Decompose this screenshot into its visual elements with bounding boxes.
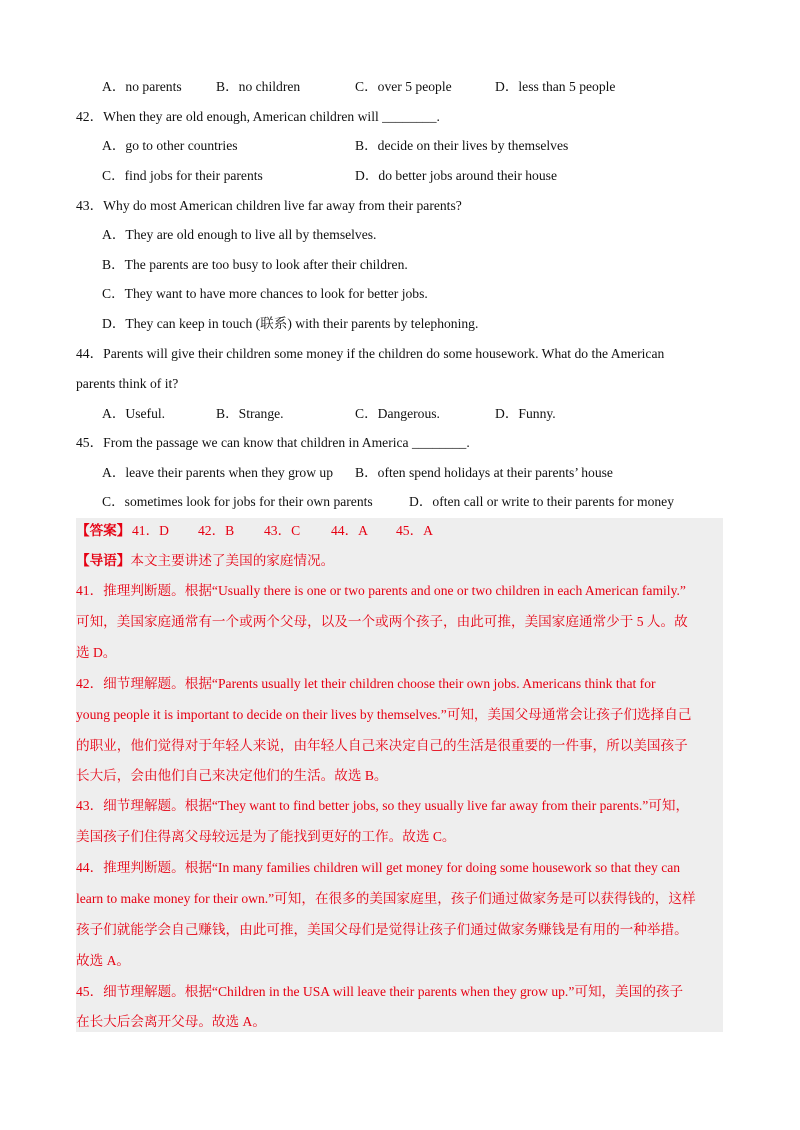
q45-option-c: C．sometimes look for jobs for their own parents	[102, 494, 373, 509]
explanation-42-line4: 长大后，会由他们自己来决定他们的生活。故选 B。	[76, 768, 388, 783]
q43-stem: 43．Why do most American children live far away from their parents?	[76, 198, 462, 213]
answer-45: 45．A	[396, 523, 434, 538]
q45-option-d: D．often call or write to their parents for money	[409, 494, 674, 509]
explanation-41-line1: 41．推理判断题。根据“Usually there is one or two parents and one or two children in each American family.”	[76, 583, 686, 598]
q45-option-b: B．often spend holidays at their parents’ house	[355, 465, 613, 480]
q42-option-c: C．find jobs for their parents	[102, 168, 263, 183]
answer-43: 43．C	[264, 523, 301, 538]
q41-option-d: D．less than 5 people	[495, 79, 616, 94]
explanation-42-line1: 42．细节理解题。根据“Parents usually let their children choose their own jobs. Americans think that for	[76, 676, 656, 691]
q41-option-b: B．no children	[216, 79, 301, 94]
q44-option-c: C．Dangerous.	[355, 406, 440, 421]
explanation-42-line3: 的职业，他们觉得对于年轻人来说，由年轻人自己来决定自己的生活是很重要的一件事，所以美国孩子	[76, 738, 688, 753]
q43-option-b: B．The parents are too busy to look after their children.	[102, 257, 408, 272]
explanation-41-line2: 可知，美国家庭通常有一个或两个父母，以及一个或两个孩子，由此可推，美国家庭通常少于 5 人。故	[76, 614, 688, 629]
q41-option-a: A．no parents	[102, 79, 182, 94]
q44-stem-line1: 44．Parents will give their children some money if the children do some housework. What do the American	[76, 346, 665, 361]
q42-option-b: B．decide on their lives by themselves	[355, 138, 569, 153]
q41-option-c: C．over 5 people	[355, 79, 452, 94]
answer-44: 44．A	[331, 523, 369, 538]
q45-option-a: A．leave their parents when they grow up	[102, 465, 334, 480]
q45-stem: 45．From the passage we can know that children in America ________.	[76, 435, 470, 450]
answer-key-line	[76, 522, 434, 540]
answer-label: 【答案】	[76, 523, 131, 538]
q43-option-d: D．They can keep in touch (联系) with their parents by telephoning.	[102, 316, 479, 331]
q42-stem: 42．When they are old enough, American children will ________.	[76, 109, 440, 124]
q44-option-d: D．Funny.	[495, 406, 556, 421]
q43-option-a: A．They are old enough to live all by themselves.	[102, 227, 377, 242]
explanation-44-line3: 孩子们就能学会自己赚钱，由此可推，美国父母们是觉得让孩子们通过做家务赚钱是有用的一种举措。	[76, 922, 688, 937]
explanation-45-line2: 在长大后会离开父母。故选 A。	[76, 1014, 266, 1029]
q42-option-d: D．do better jobs around their house	[355, 168, 557, 183]
guide-label: 【导语】	[76, 553, 131, 568]
answer-41: 41．D	[132, 523, 170, 538]
q44-option-b: B．Strange.	[216, 406, 284, 421]
q42-option-a: A．go to other countries	[102, 138, 238, 153]
q44-stem-line2: parents think of it?	[76, 376, 179, 391]
explanation-44-line4: 故选 A。	[76, 953, 130, 968]
guide-line	[76, 552, 334, 570]
explanation-45-line1: 45．细节理解题。根据“Children in the USA will leave their parents when they grow up.”可知，美国的孩子	[76, 984, 684, 999]
explanation-42-line2: young people it is important to decide on their lives by themselves.”可知，美国父母通常会让孩子们选择自己	[76, 707, 692, 722]
explanation-43-line2: 美国孩子们住得离父母较远是为了能找到更好的工作。故选 C。	[76, 829, 456, 844]
explanation-44-line2: learn to make money for their own.”可知，在很多的美国家庭里，孩子们通过做家务是可以获得钱的，这样	[76, 891, 696, 906]
explanation-44-line1: 44．推理判断题。根据“In many families children will get money for doing some housework so that they can	[76, 860, 681, 875]
answer-42: 42．B	[198, 523, 235, 538]
explanation-43-line1: 43．细节理解题。根据“They want to find better jobs, so they usually live far away from their parents.”可知，	[76, 798, 690, 813]
guide-text: 本文主要讲述了美国的家庭情况。	[130, 553, 335, 568]
q44-option-a: A．Useful.	[102, 406, 166, 421]
q43-option-c: C．They want to have more chances to look for better jobs.	[102, 286, 428, 301]
explanation-41-line3: 选 D。	[76, 645, 117, 660]
